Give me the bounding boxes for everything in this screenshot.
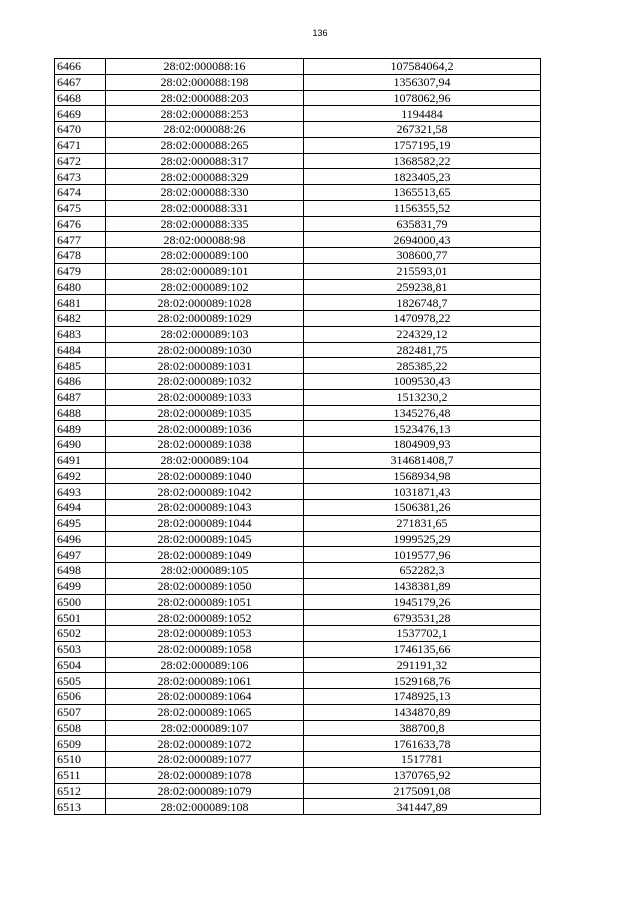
row-number-cell: 6493 [55,484,106,500]
row-number-cell: 6473 [55,169,106,185]
value-cell: 1156355,52 [304,200,541,216]
row-number-cell: 6512 [55,783,106,799]
value-cell: 291191,32 [304,657,541,673]
cadastral-number-cell: 28:02:000089:107 [106,720,304,736]
value-cell: 267321,58 [304,122,541,138]
cadastral-number-cell: 28:02:000089:105 [106,563,304,579]
value-cell: 285385,22 [304,358,541,374]
value-cell: 6793531,28 [304,610,541,626]
row-number-cell: 6478 [55,248,106,264]
value-cell: 282481,75 [304,342,541,358]
value-cell: 1537702,1 [304,626,541,642]
table-row [55,248,541,264]
value-cell: 1945179,26 [304,594,541,610]
cadastral-number-cell: 28:02:000089:102 [106,279,304,295]
cadastral-number-cell: 28:02:000088:203 [106,90,304,106]
row-number-cell: 6484 [55,342,106,358]
cadastral-number-cell: 28:02:000088:16 [106,59,304,75]
cadastral-number-cell: 28:02:000089:106 [106,657,304,673]
table-row [55,358,541,374]
cadastral-number-cell: 28:02:000089:1050 [106,578,304,594]
table-row [55,374,541,390]
value-cell: 308600,77 [304,248,541,264]
table-row [55,263,541,279]
table-row [55,232,541,248]
cadastral-number-cell: 28:02:000089:1065 [106,704,304,720]
value-cell: 635831,79 [304,216,541,232]
cadastral-number-cell: 28:02:000089:1029 [106,311,304,327]
row-number-cell: 6477 [55,232,106,248]
table-row [55,720,541,736]
value-cell: 341447,89 [304,799,541,815]
row-number-cell: 6475 [55,200,106,216]
table-row [55,437,541,453]
value-cell: 1078062,96 [304,90,541,106]
table-row [55,736,541,752]
row-number-cell: 6486 [55,374,106,390]
row-number-cell: 6491 [55,452,106,468]
value-cell: 1370765,92 [304,767,541,783]
row-number-cell: 6472 [55,153,106,169]
cadastral-number-cell: 28:02:000088:330 [106,185,304,201]
value-cell: 1568934,98 [304,468,541,484]
table-row [55,216,541,232]
cadastral-number-cell: 28:02:000089:1072 [106,736,304,752]
value-cell: 388700,8 [304,720,541,736]
value-cell: 1019577,96 [304,547,541,563]
page-number: 136 [312,28,328,38]
row-number-cell: 6501 [55,610,106,626]
cadastral-number-cell: 28:02:000089:1051 [106,594,304,610]
cadastral-number-cell: 28:02:000089:1078 [106,767,304,783]
table-row [55,389,541,405]
table-row [55,421,541,437]
table-row [55,153,541,169]
cadastral-number-cell: 28:02:000089:1049 [106,547,304,563]
cadastral-number-cell: 28:02:000089:1042 [106,484,304,500]
table-row [55,74,541,90]
table-row [55,515,541,531]
table-row [55,326,541,342]
value-cell: 1438381,89 [304,578,541,594]
cadastral-number-cell: 28:02:000089:1058 [106,641,304,657]
row-number-cell: 6482 [55,311,106,327]
value-cell: 259238,81 [304,279,541,295]
row-number-cell: 6489 [55,421,106,437]
table-row [55,342,541,358]
row-number-cell: 6470 [55,122,106,138]
value-cell: 1746135,66 [304,641,541,657]
table-row [55,452,541,468]
table-row [55,704,541,720]
table-row [55,752,541,768]
cadastral-number-cell: 28:02:000089:1061 [106,673,304,689]
cadastral-number-cell: 28:02:000089:104 [106,452,304,468]
table-row [55,578,541,594]
row-number-cell: 6479 [55,263,106,279]
table-row [55,484,541,500]
value-cell: 1826748,7 [304,295,541,311]
row-number-cell: 6485 [55,358,106,374]
table-row [55,185,541,201]
cadastral-number-cell: 28:02:000089:1031 [106,358,304,374]
row-number-cell: 6506 [55,689,106,705]
cadastral-number-cell: 28:02:000089:103 [106,326,304,342]
row-number-cell: 6502 [55,626,106,642]
cadastral-number-cell: 28:02:000089:1030 [106,342,304,358]
row-number-cell: 6513 [55,799,106,815]
row-number-cell: 6503 [55,641,106,657]
value-cell: 1757195,19 [304,137,541,153]
cadastral-number-cell: 28:02:000089:1052 [106,610,304,626]
row-number-cell: 6487 [55,389,106,405]
row-number-cell: 6500 [55,594,106,610]
cadastral-number-cell: 28:02:000088:335 [106,216,304,232]
cadastral-number-cell: 28:02:000089:1064 [106,689,304,705]
row-number-cell: 6480 [55,279,106,295]
table-row [55,626,541,642]
row-number-cell: 6495 [55,515,106,531]
row-number-cell: 6511 [55,767,106,783]
cadastral-number-cell: 28:02:000089:1040 [106,468,304,484]
table-row [55,200,541,216]
table-row [55,279,541,295]
value-cell: 314681408,7 [304,452,541,468]
value-cell: 1529168,76 [304,673,541,689]
value-cell: 107584064,2 [304,59,541,75]
row-number-cell: 6468 [55,90,106,106]
cadastral-number-cell: 28:02:000089:108 [106,799,304,815]
row-number-cell: 6504 [55,657,106,673]
cadastral-number-cell: 28:02:000089:1028 [106,295,304,311]
value-cell: 1748925,13 [304,689,541,705]
cadastral-number-cell: 28:02:000089:1036 [106,421,304,437]
table-row [55,767,541,783]
row-number-cell: 6467 [55,74,106,90]
cadastral-number-cell: 28:02:000089:1045 [106,531,304,547]
table-body [55,59,541,815]
cadastral-number-cell: 28:02:000089:1044 [106,515,304,531]
cadastral-number-cell: 28:02:000089:1053 [106,626,304,642]
value-cell: 1823405,23 [304,169,541,185]
value-cell: 1506381,26 [304,500,541,516]
cadastral-number-cell: 28:02:000089:100 [106,248,304,264]
row-number-cell: 6488 [55,405,106,421]
cadastral-number-cell: 28:02:000088:98 [106,232,304,248]
row-number-cell: 6490 [55,437,106,453]
cadastral-number-cell: 28:02:000088:317 [106,153,304,169]
row-number-cell: 6507 [55,704,106,720]
table-row [55,531,541,547]
value-cell: 215593,01 [304,263,541,279]
table-row [55,500,541,516]
value-cell: 2694000,43 [304,232,541,248]
row-number-cell: 6494 [55,500,106,516]
row-number-cell: 6469 [55,106,106,122]
cadastral-number-cell: 28:02:000088:331 [106,200,304,216]
table-row [55,295,541,311]
row-number-cell: 6509 [55,736,106,752]
table-row [55,673,541,689]
cadastral-number-cell: 28:02:000089:1033 [106,389,304,405]
value-cell: 1009530,43 [304,374,541,390]
row-number-cell: 6498 [55,563,106,579]
cadastral-number-cell: 28:02:000089:101 [106,263,304,279]
value-cell: 224329,12 [304,326,541,342]
value-cell: 1470978,22 [304,311,541,327]
table-row [55,59,541,75]
value-cell: 1804909,93 [304,437,541,453]
value-cell: 1523476,13 [304,421,541,437]
table-row [55,641,541,657]
row-number-cell: 6483 [55,326,106,342]
value-cell: 2175091,08 [304,783,541,799]
table-row [55,610,541,626]
cadastral-number-cell: 28:02:000089:1032 [106,374,304,390]
table-row [55,657,541,673]
value-cell: 652282,3 [304,563,541,579]
cadastral-number-cell: 28:02:000089:1077 [106,752,304,768]
row-number-cell: 6505 [55,673,106,689]
value-cell: 1999525,29 [304,531,541,547]
value-cell: 1194484 [304,106,541,122]
row-number-cell: 6510 [55,752,106,768]
row-number-cell: 6481 [55,295,106,311]
table-row [55,122,541,138]
value-cell: 1761633,78 [304,736,541,752]
value-cell: 1345276,48 [304,405,541,421]
value-cell: 1513230,2 [304,389,541,405]
table-row [55,90,541,106]
row-number-cell: 6492 [55,468,106,484]
table-row [55,783,541,799]
table-row [55,137,541,153]
value-cell: 271831,65 [304,515,541,531]
row-number-cell: 6476 [55,216,106,232]
cadastral-number-cell: 28:02:000088:253 [106,106,304,122]
cadastral-number-cell: 28:02:000088:26 [106,122,304,138]
table-row [55,106,541,122]
value-cell: 1368582,22 [304,153,541,169]
cadastral-number-cell: 28:02:000089:1038 [106,437,304,453]
cadastral-number-cell: 28:02:000088:198 [106,74,304,90]
table-row [55,594,541,610]
cadastral-number-cell: 28:02:000089:1079 [106,783,304,799]
table-row [55,169,541,185]
row-number-cell: 6508 [55,720,106,736]
row-number-cell: 6471 [55,137,106,153]
cadastral-number-cell: 28:02:000088:329 [106,169,304,185]
value-cell: 1356307,94 [304,74,541,90]
value-cell: 1517781 [304,752,541,768]
table-row [55,405,541,421]
table-row [55,799,541,815]
cadastral-number-cell: 28:02:000088:265 [106,137,304,153]
cadastral-value-table [54,58,541,815]
row-number-cell: 6497 [55,547,106,563]
row-number-cell: 6499 [55,578,106,594]
value-cell: 1434870,89 [304,704,541,720]
row-number-cell: 6496 [55,531,106,547]
value-cell: 1365513,65 [304,185,541,201]
table-row [55,563,541,579]
row-number-cell: 6466 [55,59,106,75]
cadastral-number-cell: 28:02:000089:1043 [106,500,304,516]
cadastral-number-cell: 28:02:000089:1035 [106,405,304,421]
value-cell: 1031871,43 [304,484,541,500]
table-row [55,689,541,705]
table-row [55,468,541,484]
row-number-cell: 6474 [55,185,106,201]
table-row [55,311,541,327]
table-row [55,547,541,563]
